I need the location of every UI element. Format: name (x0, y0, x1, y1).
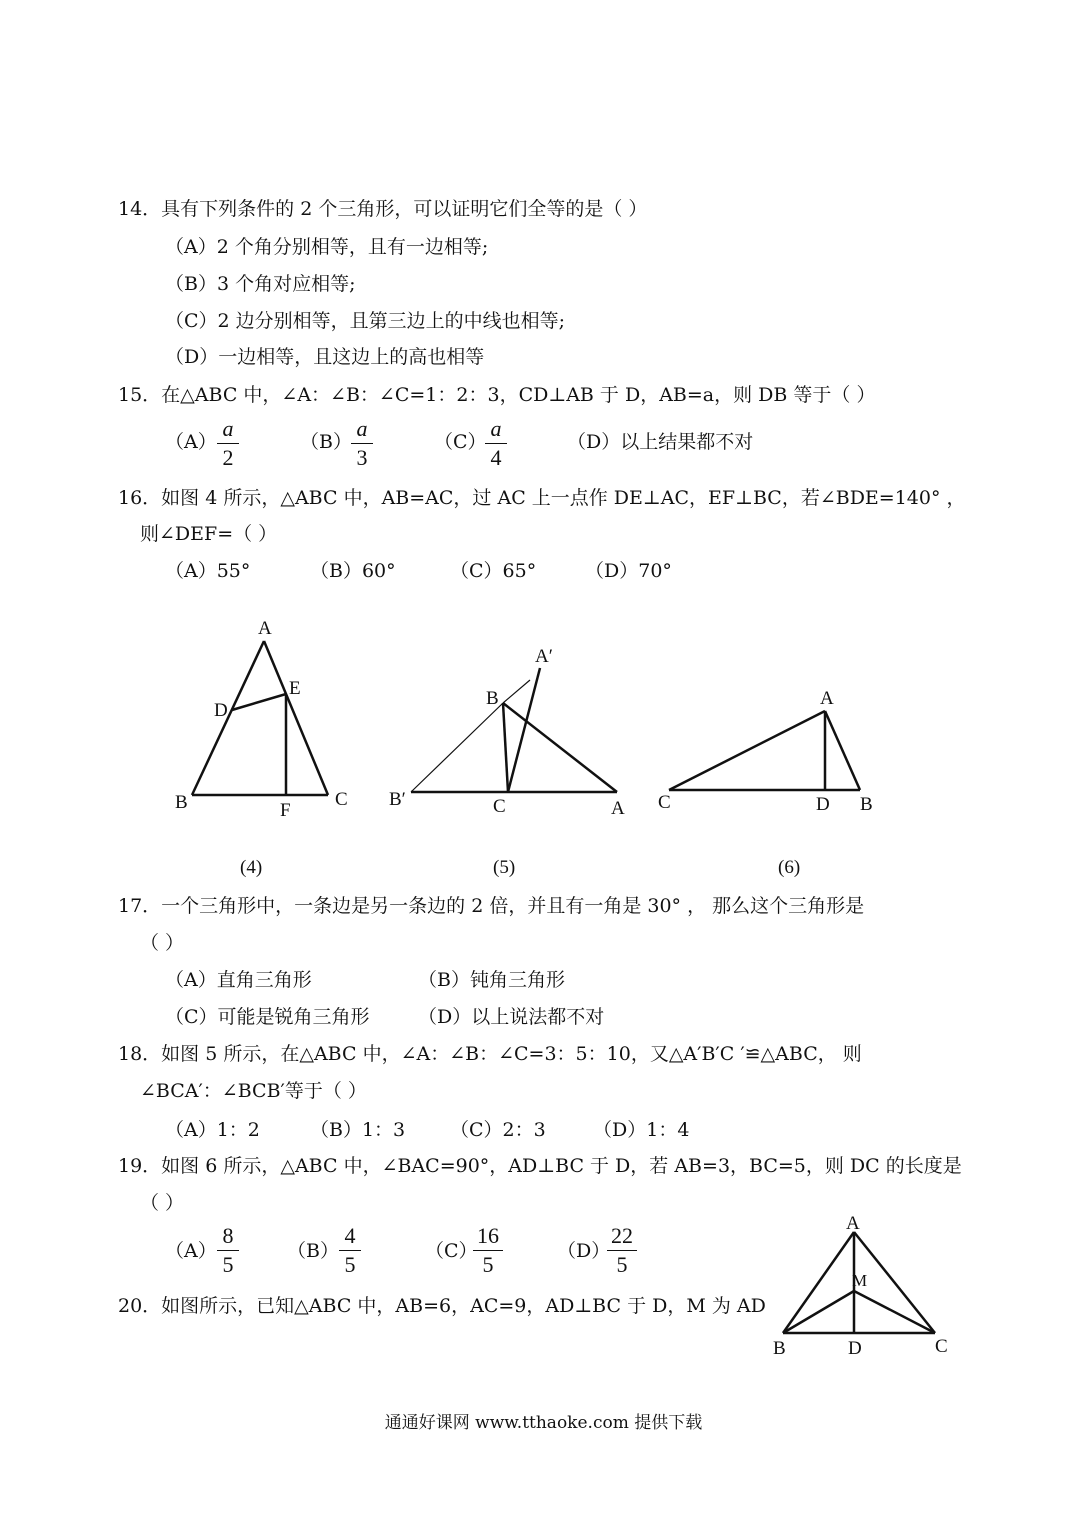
fig20-label-c: C (935, 1336, 948, 1357)
fig4-label-b: B (175, 792, 188, 813)
fig6-label-c: C (658, 792, 671, 813)
fraction-numerator: 16 (477, 1223, 499, 1248)
fraction-denominator: 4 (490, 445, 502, 470)
q19-option-d-fraction (603, 1224, 641, 1277)
q19-option-d-prefix: （D） (557, 1240, 611, 1262)
fig5-label-b-prime: B′ (389, 789, 406, 810)
fraction-denominator: 5 (222, 1252, 234, 1277)
fraction-bar (339, 1250, 361, 1251)
fig4-label-e: E (289, 678, 301, 699)
q14-option-c: （C）2 边分别相等，且第三边上的中线也相等; (165, 310, 566, 332)
q15-option-d: （D）以上结果都不对 (567, 431, 754, 453)
q18-option-c: （C）2：3 (450, 1119, 546, 1141)
fig4-label-c: C (335, 789, 348, 810)
fraction-denominator: 5 (616, 1252, 628, 1277)
q19-option-a-fraction (213, 1224, 243, 1277)
fraction-numerator: a (490, 416, 502, 441)
q19-stem-line2: （ ） (140, 1192, 185, 1214)
fig20-label-a: A (846, 1213, 860, 1234)
q14-stem: 14．具有下列条件的 2 个三角形，可以证明它们全等的是（ ） (118, 198, 648, 220)
fig4-label-d: D (214, 700, 228, 721)
q14-option-b: （B）3 个角对应相等; (165, 273, 356, 295)
fraction-numerator: a (222, 416, 234, 441)
fig20-label-m: M (852, 1271, 868, 1290)
fraction-denominator: 3 (356, 445, 368, 470)
q17-option-b: （B）钝角三角形 (418, 969, 565, 991)
fig6-label-b: B (860, 794, 873, 815)
q16-stem-line1: 16．如图 4 所示，△ABC 中，AB=AC，过 AC 上一点作 DE⊥AC，EF⊥BC，若∠BDE=140° ， (118, 487, 966, 509)
q18-stem-line2: ∠BCA′：∠BCB′等于（ ） (140, 1080, 367, 1102)
q14-option-a: （A）2 个角分别相等，且有一边相等; (165, 236, 489, 258)
fig6-label-d: D (816, 794, 830, 815)
q16-option-a: （A）55° (165, 560, 251, 582)
q16-option-d: （D）70° (585, 560, 672, 582)
figure-6-caption: (6) (778, 857, 801, 878)
q18-stem-line1: 18．如图 5 所示，在△ABC 中，∠A：∠B：∠C=3：5：10，又△A′B′C ′≌△ABC， 则 (118, 1043, 862, 1065)
q19-option-b-fraction (335, 1224, 365, 1277)
q17-option-c: （C）可能是锐角三角形 (165, 1006, 370, 1028)
q18-option-d: （D）1：4 (593, 1119, 690, 1141)
q15-stem: 15．在△ABC 中，∠A：∠B：∠C=1：2：3，CD⊥AB 于 D，AB=a，则 DB 等于（ ） (118, 384, 876, 406)
q15-option-b-prefix: （B） (300, 431, 352, 453)
fraction-bar (217, 1250, 239, 1251)
fraction-denominator: 5 (344, 1252, 356, 1277)
q19-option-b-prefix: （B） (287, 1240, 339, 1262)
fraction-numerator: 4 (344, 1223, 356, 1248)
fig20-label-b: B (773, 1338, 786, 1359)
q17-option-a: （A）直角三角形 (165, 969, 312, 991)
q17-option-d: （D）以上说法都不对 (418, 1006, 605, 1028)
fraction-numerator: a (356, 416, 368, 441)
figure-6 (669, 711, 860, 790)
q18-option-a: （A）1：2 (165, 1119, 260, 1141)
q14-option-d: （D）一边相等，且这边上的高也相等 (165, 346, 485, 368)
fig5-label-c: C (493, 796, 506, 817)
fraction-bar (473, 1250, 503, 1251)
fraction-numerator: 22 (611, 1223, 633, 1248)
figure-5 (411, 668, 617, 792)
fig5-label-a-prime: A′ (535, 646, 553, 667)
fraction-denominator: 2 (222, 445, 234, 470)
fraction-numerator: 8 (222, 1223, 234, 1248)
q19-option-c-fraction (469, 1224, 507, 1277)
q19-option-a-prefix: （A） (165, 1240, 217, 1262)
fraction-denominator: 5 (482, 1252, 494, 1277)
q18-option-b: （B）1：3 (310, 1119, 406, 1141)
q16-stem-line2: 则∠DEF=（ ） (140, 523, 278, 545)
q17-stem-line2: （ ） (140, 932, 185, 954)
page-footer: 通通好课网 www.tthaoke.com 提供下载 (384, 1413, 703, 1433)
q17-stem-line1: 17．一个三角形中，一条边是另一条边的 2 倍，并且有一角是 30° ， 那么这个三角形是 (118, 895, 865, 917)
q15-option-a-prefix: （A） (165, 431, 217, 453)
fig4-label-a: A (258, 618, 272, 639)
fraction-bar (607, 1250, 637, 1251)
fig5-label-b: B (486, 688, 499, 709)
q19-stem-line1: 19．如图 6 所示，△ABC 中，∠BAC=90°，AD⊥BC 于 D，若 AB=3，BC=5，则 DC 的长度是 (118, 1155, 962, 1177)
q15-option-c-prefix: （C） (434, 431, 487, 453)
q20-stem: 20．如图所示，已知△ABC 中，AB=6，AC=9，AD⊥BC 于 D，M 为 AD (118, 1295, 766, 1317)
fig4-label-f: F (280, 800, 291, 821)
q19-option-c-prefix: （C） (425, 1240, 478, 1262)
q16-option-b: （B）60° (310, 560, 396, 582)
fig20-label-d: D (848, 1338, 862, 1359)
figure-4 (192, 641, 328, 795)
q16-option-c: （C）65° (450, 560, 537, 582)
figure-4-caption: (4) (240, 857, 263, 878)
figure-5-caption: (5) (493, 857, 516, 878)
fig5-label-a: A (611, 798, 625, 819)
fig6-label-a: A (820, 688, 834, 709)
